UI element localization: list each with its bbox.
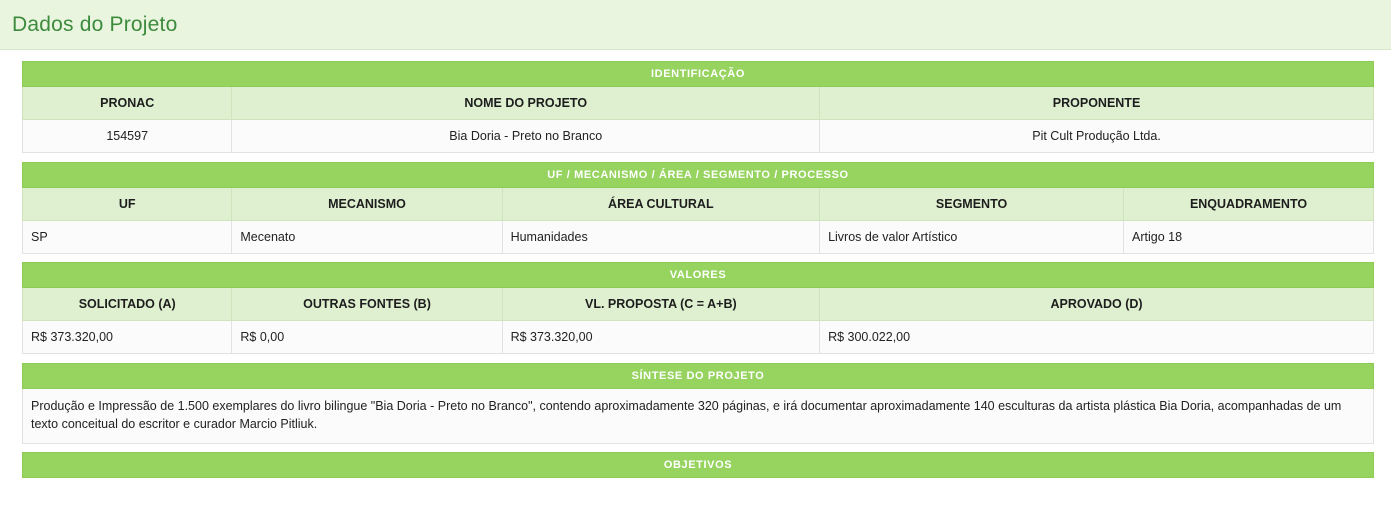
uf-mecanismo-header-row xyxy=(23,187,1374,220)
column-header-outras-fontes: OUTRAS FONTES (B) xyxy=(232,288,502,321)
section-bar-label: UF / MECANISMO / ÁREA / SEGMENTO / PROCESSO xyxy=(23,162,1374,187)
value-nome-projeto: Bia Doria - Preto no Branco xyxy=(232,120,820,153)
column-header-area-cultural: ÁREA CULTURAL xyxy=(502,187,819,220)
value-outras-fontes: R$ 0,00 xyxy=(232,321,502,354)
spacer xyxy=(23,443,1374,452)
column-header-aprovado: APROVADO (D) xyxy=(820,288,1374,321)
column-header-nome-projeto: NOME DO PROJETO xyxy=(232,87,820,120)
page-header xyxy=(0,0,1391,50)
sintese-text-row xyxy=(23,388,1374,443)
valores-header-row xyxy=(23,288,1374,321)
value-solicitado: R$ 373.320,00 xyxy=(23,321,232,354)
section-bar-identificacao xyxy=(23,62,1374,87)
valores-value-row xyxy=(23,321,1374,354)
value-vl-proposta: R$ 373.320,00 xyxy=(502,321,819,354)
column-header-vl-proposta: VL. PROPOSTA (C = A+B) xyxy=(502,288,819,321)
section-bar-label: IDENTIFICAÇÃO xyxy=(23,62,1374,87)
column-header-pronac: PRONAC xyxy=(23,87,232,120)
objetivos-table xyxy=(22,452,1374,478)
value-proponente: Pit Cult Produção Ltda. xyxy=(820,120,1374,153)
value-segmento: Livros de valor Artístico xyxy=(820,220,1124,253)
identificacao-table xyxy=(22,61,1374,162)
spacer xyxy=(23,354,1374,363)
identificacao-header-row xyxy=(23,87,1374,120)
section-bar-uf-mecanismo xyxy=(23,162,1374,187)
project-data-content xyxy=(0,50,1391,478)
value-enquadramento: Artigo 18 xyxy=(1124,220,1374,253)
column-header-solicitado: SOLICITADO (A) xyxy=(23,288,232,321)
sintese-table xyxy=(22,363,1374,453)
page-title: Dados do Projeto xyxy=(12,12,178,36)
uf-mecanismo-table xyxy=(22,162,1374,263)
column-header-mecanismo: MECANISMO xyxy=(232,187,502,220)
section-bar-sintese xyxy=(23,363,1374,388)
sintese-text: Produção e Impressão de 1.500 exemplares do livro bilingue "Bia Doria - Preto no Branco", contendo aproximadamente 320 páginas, e irá documentar aproximadamente 140 esculturas da artista plástica Bia Doria, acompanhadas de um texto conceitual do escritor e curador Marcio Pitliuk. xyxy=(23,388,1374,443)
section-bar-valores xyxy=(23,263,1374,288)
section-bar-label: OBJETIVOS xyxy=(23,453,1374,478)
identificacao-value-row xyxy=(23,120,1374,153)
value-area-cultural: Humanidades xyxy=(502,220,819,253)
value-pronac: 154597 xyxy=(23,120,232,153)
column-header-enquadramento: ENQUADRAMENTO xyxy=(1124,187,1374,220)
section-bar-label: SÍNTESE DO PROJETO xyxy=(23,363,1374,388)
section-bar-label: VALORES xyxy=(23,263,1374,288)
valores-table xyxy=(22,262,1374,363)
spacer xyxy=(23,253,1374,262)
uf-mecanismo-value-row xyxy=(23,220,1374,253)
column-header-proponente: PROPONENTE xyxy=(820,87,1374,120)
value-uf: SP xyxy=(23,220,232,253)
spacer xyxy=(23,153,1374,162)
section-bar-objetivos xyxy=(23,453,1374,478)
column-header-segmento: SEGMENTO xyxy=(820,187,1124,220)
value-mecanismo: Mecenato xyxy=(232,220,502,253)
value-aprovado: R$ 300.022,00 xyxy=(820,321,1374,354)
column-header-uf: UF xyxy=(23,187,232,220)
